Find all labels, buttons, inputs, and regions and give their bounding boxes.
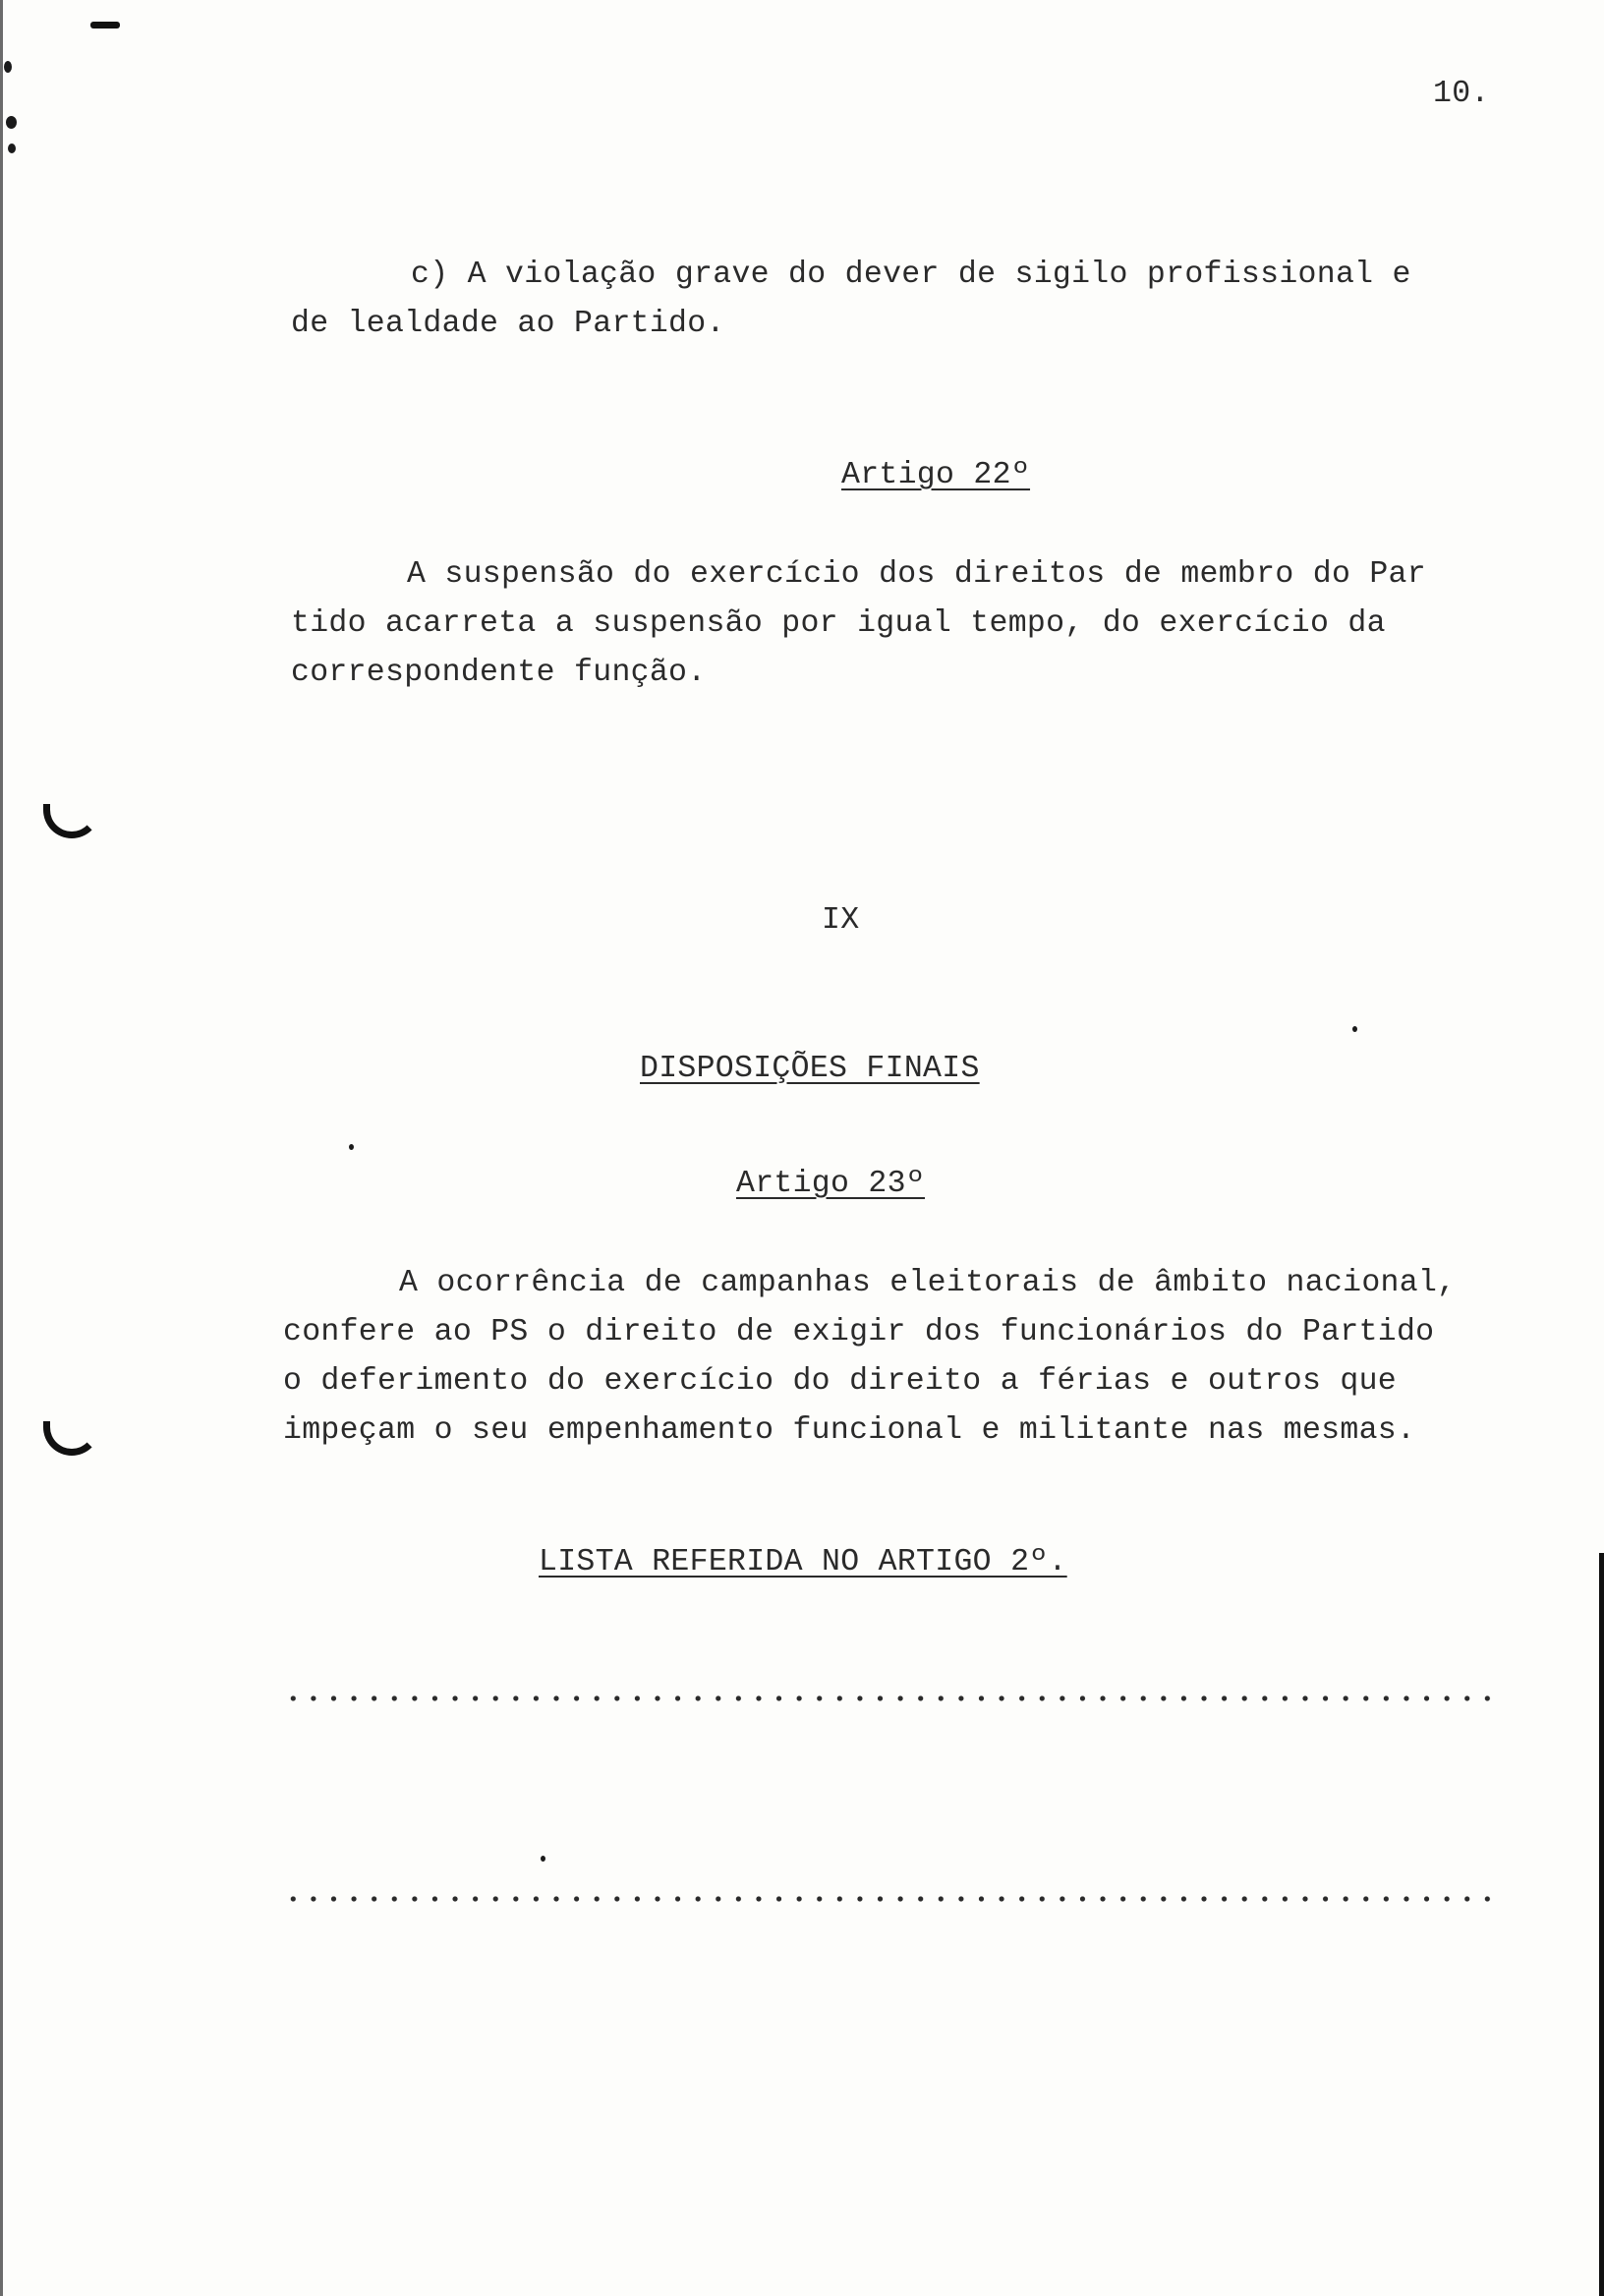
dotted-line — [283, 1895, 1497, 1903]
paragraph-c-line-1: c) A violação grave do dever de sigilo profissional e — [411, 258, 1411, 292]
punch-hole-mark — [43, 804, 100, 838]
paragraph-c-line-2: de lealdade ao Partido. — [291, 307, 725, 341]
artigo-22-line-3: correspondente função. — [291, 656, 707, 690]
artigo-23-line-3: o deferimento do exercício do direito a férias e outros que — [283, 1364, 1397, 1399]
artigo-22-line-2: tido acarreta a suspensão por igual tempo, do exercício da — [291, 606, 1386, 641]
scan-mark — [1352, 1026, 1357, 1032]
lista-heading: LISTA REFERIDA NO ARTIGO 2º. — [539, 1545, 1067, 1579]
dotted-line — [283, 1694, 1497, 1702]
scan-mark — [6, 116, 17, 129]
section-numeral: IX — [822, 903, 860, 938]
punch-hole-mark — [43, 1421, 100, 1456]
scan-mark — [541, 1856, 545, 1862]
section-title: DISPOSIÇÕES FINAIS — [640, 1052, 980, 1086]
page-number: 10. — [1433, 77, 1490, 111]
artigo-23-line-1: A ocorrência de campanhas eleitorais de âmbito nacional, — [399, 1266, 1457, 1300]
scan-mark — [4, 61, 12, 73]
artigo-23-line-4: impeçam o seu empenhamento funcional e militante nas mesmas. — [283, 1413, 1416, 1448]
artigo-23-line-2: confere ao PS o direito de exigir dos funcionários do Partido — [283, 1315, 1435, 1349]
artigo-22-line-1: A suspensão do exercício dos direitos de membro do Par — [407, 557, 1426, 592]
scan-mark — [8, 144, 16, 153]
scan-mark — [349, 1144, 354, 1150]
scan-mark — [90, 22, 120, 29]
artigo-22-heading: Artigo 22º — [841, 458, 1031, 492]
scan-edge-left — [0, 0, 3, 2296]
scan-edge-right — [1599, 1553, 1604, 2296]
artigo-23-heading: Artigo 23º — [736, 1167, 926, 1201]
